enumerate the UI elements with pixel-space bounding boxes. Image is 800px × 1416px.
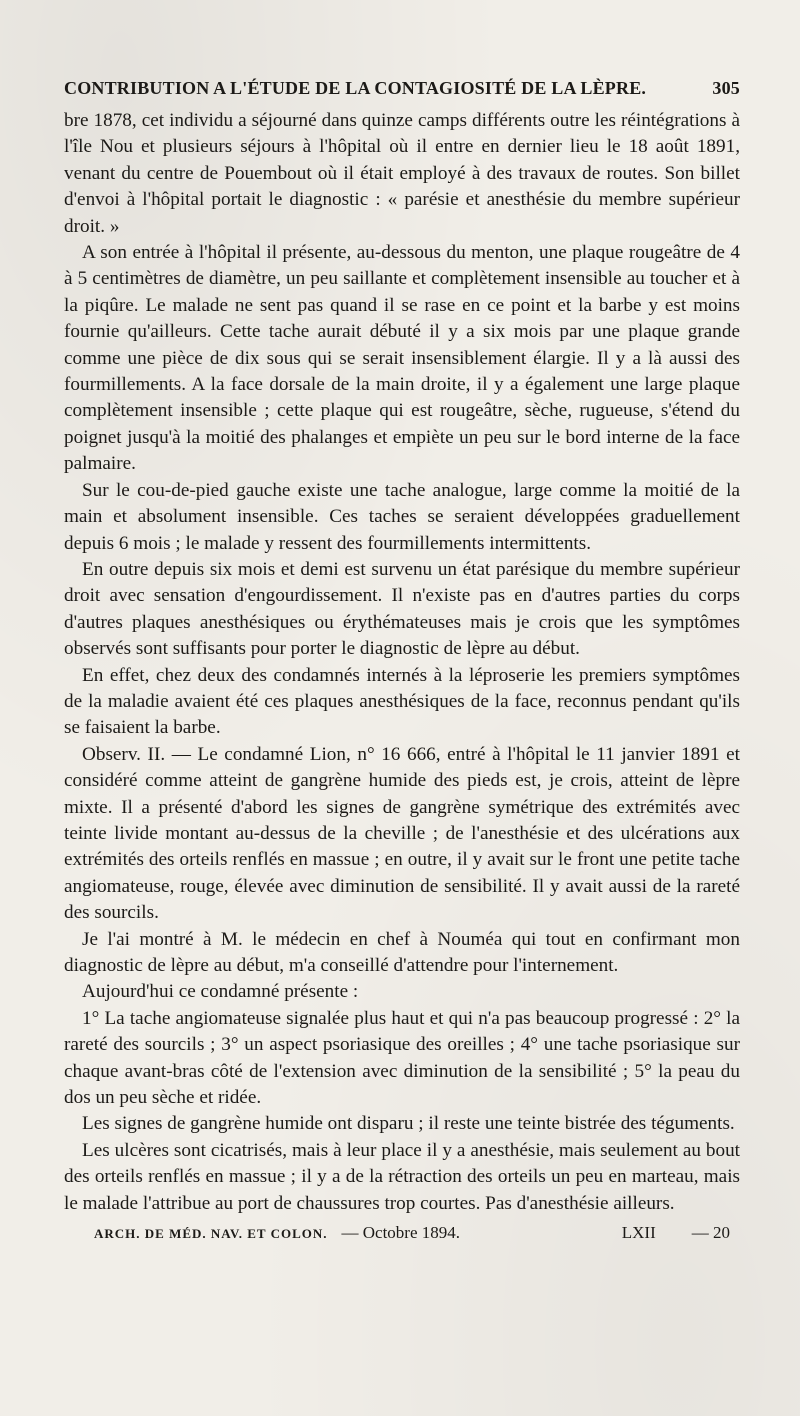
- running-header: [64, 74, 740, 102]
- issue-date: — Octobre 1894.: [341, 1223, 461, 1243]
- paragraph-7: Je l'ai montré à M. le médecin en chef à Nouméa qui tout en confirmant mon diagnostic de lèpre au début, m'a conseillé d'attendre pour l'internement.: [64, 928, 740, 976]
- volume-number: LXII: [621, 1223, 656, 1243]
- paragraph-9: 1° La tache angiomateuse signalée plus haut et qui n'a pas beaucoup progressé : 2° la rareté des sourcils ; 3° un aspect psoriasique des oreilles ; 4° une tache psoriasique sur chaque avant-bras côté de l'extension avec diminution de la sensibilité ; 5° la peau du dos un peu sèche et ridée.: [64, 1007, 740, 1109]
- sheet-number: — 20: [691, 1223, 730, 1243]
- paragraph-11: Les ulcères sont cicatrisés, mais à leur place il y a anesthésie, mais seulement au bout des orteils renflés en massue ; il y a de la rétraction des orteils un peu en marteau, mais le malade l'attribue au port de chaussures trop courtes. Pas d'anesthésie ailleurs.: [64, 1139, 740, 1214]
- paragraph-1: bre 1878, cet individu a séjourné dans quinze camps différents outre les réintégrations à l'île Nou et plusieurs séjours à l'hôpital où il entre en dernier lieu le 18 août 1891, venant du centre de Pouembout où il était employé à des travaux de routes. Son billet d'envoi à l'hôpital portait le diagnostic : « parésie et anesthésie du membre supérieur droit. »: [64, 110, 740, 237]
- paragraph-10: Les signes de gangrène humide ont disparu ; il reste une teinte bistrée des téguments.: [82, 1113, 735, 1135]
- page-number: 305: [712, 78, 740, 98]
- paragraph-6-observation-2: Observ. II. — Le condamné Lion, n° 16 666, entré à l'hôpital le 11 janvier 1891 et considéré comme atteint de gangrène humide des pieds est, je crois, atteint de lèpre mixte. Il a présenté d'abord les signes de gangrène symétrique des extrémités avec teinte livide montant au-dessus de la cheville ; de l'anesthésie et des ulcérations aux extrémités des orteils renflés en massue ; en outre, il y avait sur le front une petite tache angiomateuse, rouge, élevée avec diminution de sensibilité. Il y avait aussi de la rareté des sourcils.: [64, 743, 740, 924]
- page-title: CONTRIBUTION A L'ÉTUDE DE LA CONTAGIOSITÉ DE LA LÈPRE.: [64, 78, 647, 98]
- paragraph-2: A son entrée à l'hôpital il présente, au-dessous du menton, une plaque rougeâtre de 4 à 5 centimètres de diamètre, un peu saillante et complètement insensible au toucher et à la piqûre. Le malade ne sent pas quand il se rase en ce point et la barbe y est moins fournie qu'ailleurs. Cette tache aurait débuté il y a six mois par une plaque grande comme une pièce de dix sous qui se serait insensiblement élargie. Il y a là aussi des fourmillements. A la face dorsale de la main droite, il y a également une large plaque complètement insensible ; cette plaque qui est rougeâtre, sèche, rugueuse, s'étend du poignet jusqu'à la moitié des phalanges et empiète un peu sur le bord interne de la face palmaire.: [64, 242, 740, 475]
- body-text: [64, 108, 740, 1217]
- paragraph-4: En outre depuis six mois et demi est survenu un état parésique du membre supérieur droit avec sensation d'engourdissement. Il n'existe pas en d'autres parties du corps d'autres plaques anesthésiques ou érythémateuses mais je crois que les symptômes observés sont suffisants pour porter le diagnostic de lèpre au début.: [64, 558, 740, 660]
- paragraph-8: Aujourd'hui ce condamné présente :: [82, 981, 359, 1003]
- paragraph-3: Sur le cou-de-pied gauche existe une tache analogue, large comme la moitié de la main et absolument insensible. Ces taches se seraient développées graduellement depuis 6 mois ; le malade y ressent des fourmillements intermittents.: [64, 479, 740, 554]
- page-footer: [64, 1221, 740, 1246]
- journal-name: ARCH. DE MÉD. NAV. ET COLON.: [94, 1226, 328, 1242]
- paragraph-5: En effet, chez deux des condamnés internés à la léproserie les premiers symptômes de la maladie avaient été ces plaques anesthésiques de la face, reconnus pendant qu'ils se faisaient la barbe.: [64, 664, 740, 739]
